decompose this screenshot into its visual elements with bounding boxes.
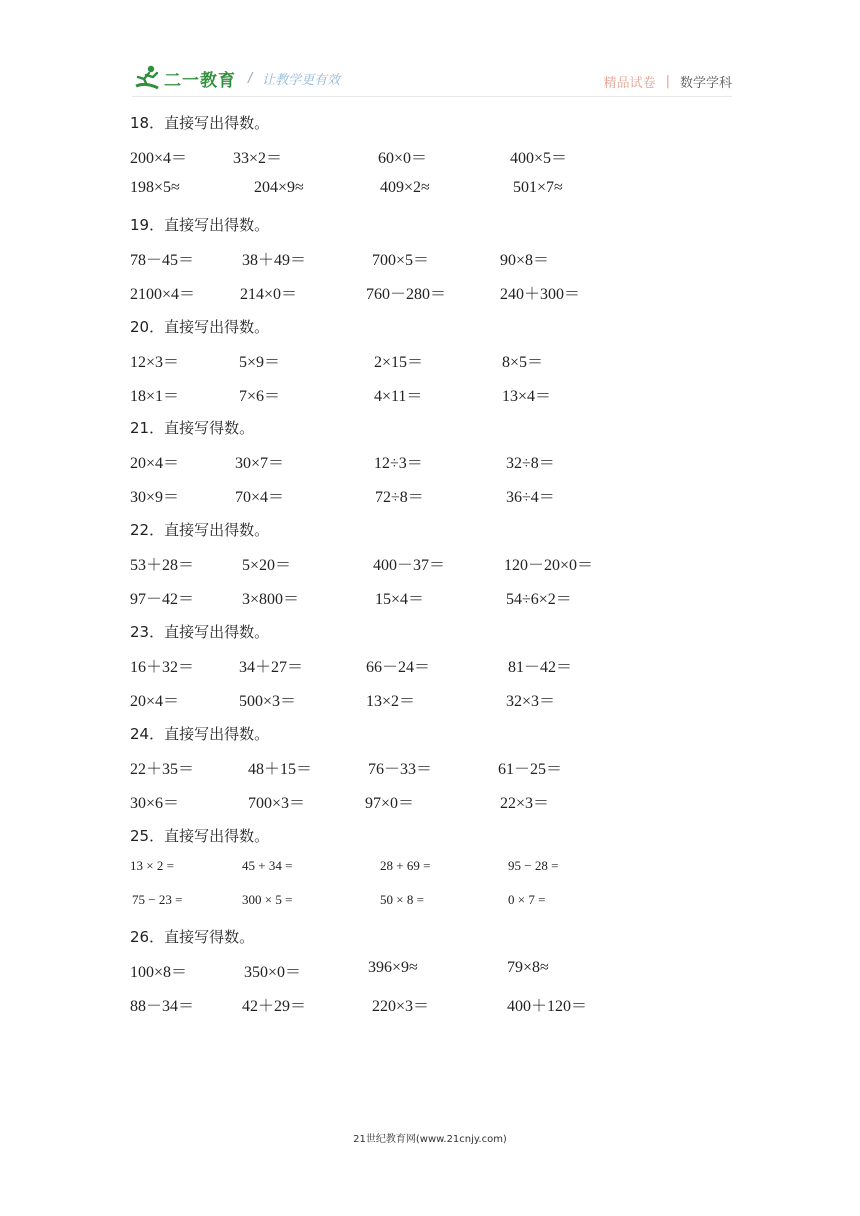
equation-row [130, 586, 830, 608]
question-block [130, 112, 568, 196]
equation: 2×15＝ [374, 353, 424, 371]
equation: 72÷8＝ [375, 489, 424, 507]
equation: 70×4＝ [235, 489, 285, 507]
equation: 78－45＝ [130, 251, 195, 269]
equation: 409×2≈ [380, 179, 430, 196]
equation: 13×2＝ [366, 693, 416, 710]
equation: 700×3＝ [248, 794, 306, 812]
slogan-separator: / [248, 69, 253, 87]
equation: 32÷8＝ [506, 455, 555, 473]
equation-row [130, 450, 830, 472]
question-title: 24．直接写出得数。 [130, 724, 270, 743]
equation: 28 + 69 = [380, 857, 431, 873]
equation: 16＋32＝ [130, 659, 195, 676]
equation: 240＋300＝ [500, 285, 581, 303]
header-divider: | [665, 74, 670, 89]
equation: 100×8＝ [130, 964, 188, 982]
equation: 20×4＝ [130, 455, 180, 473]
page-header [0, 0, 860, 100]
equation: 32×3＝ [506, 693, 556, 710]
equation-row [130, 484, 830, 506]
slogan: 让教学更有效 [262, 72, 341, 88]
equation: 4×11＝ [374, 387, 423, 405]
equation-row [130, 654, 830, 676]
equation: 76－33＝ [368, 760, 433, 778]
equation: 12÷3＝ [374, 455, 423, 473]
header-right [604, 72, 732, 91]
equation: 95 − 28 = [508, 857, 559, 873]
equation: 5×9＝ [239, 353, 281, 371]
equation-row [130, 688, 830, 710]
equation: 66－24＝ [366, 659, 431, 676]
equation: 53＋28＝ [130, 557, 195, 575]
equation: 204×9≈ [254, 179, 304, 196]
question-title: 21．直接写得数。 [130, 419, 255, 438]
equation: 54÷6×2＝ [506, 591, 572, 609]
page-footer: 21世纪教育网(www.21cnjy.com) [353, 1134, 507, 1145]
equation: 400×5＝ [510, 150, 568, 167]
equation: 60×0＝ [378, 150, 428, 167]
equation: 400－37＝ [373, 557, 446, 575]
logo-text: 二一教育 [164, 70, 236, 91]
equation: 38＋49＝ [242, 251, 307, 269]
equation: 0 × 7 = [508, 891, 546, 907]
question-title: 18．直接写出得数。 [130, 114, 270, 132]
equation-row [130, 959, 830, 981]
equation: 760－280＝ [366, 285, 447, 303]
question-block [130, 723, 563, 812]
equation: 48＋15＝ [248, 760, 313, 778]
equation: 75 − 23 = [132, 891, 183, 907]
question-title: 26．直接写得数。 [130, 928, 255, 947]
equation: 220×3＝ [372, 998, 430, 1016]
question-title: 19．直接写出得数。 [130, 215, 270, 234]
equation: 97×0＝ [365, 794, 415, 812]
question-block [130, 417, 555, 507]
equation: 36÷4＝ [506, 489, 555, 507]
equation: 15×4＝ [375, 591, 425, 609]
question-block [130, 621, 573, 710]
runner-logo-icon [132, 64, 162, 92]
equation: 45 + 34 = [242, 857, 293, 873]
equation-row [130, 145, 830, 167]
equation: 200×4＝ [130, 150, 188, 167]
equation: 13×4＝ [502, 387, 552, 405]
header-subject: 数学学科 [679, 76, 732, 91]
equation: 198×5≈ [130, 179, 180, 196]
equation: 18×1＝ [130, 387, 180, 405]
equation: 300 × 5 = [242, 891, 293, 907]
equation-row [130, 179, 830, 201]
equation-row [130, 247, 830, 269]
equation: 2100×4＝ [130, 285, 196, 303]
equation: 81－42＝ [508, 659, 573, 676]
equation-row [130, 892, 830, 914]
equation-row [130, 858, 830, 880]
equation: 214×0＝ [240, 285, 298, 303]
header-label: 精品试卷 [603, 76, 656, 91]
equation: 700×5＝ [372, 251, 430, 269]
equation: 3×800＝ [242, 591, 300, 609]
equation: 350×0＝ [244, 964, 302, 982]
equation: 120－20×0＝ [504, 557, 594, 575]
equation: 400＋120＝ [507, 998, 588, 1016]
equation: 30×6＝ [130, 794, 180, 812]
question-title: 22．直接写出得数。 [130, 521, 270, 540]
equation: 50 × 8 = [380, 891, 424, 907]
question-title: 23．直接写出得数。 [130, 623, 270, 641]
equation: 30×7＝ [235, 455, 285, 473]
equation: 5×20＝ [242, 557, 292, 575]
question-block [130, 316, 552, 405]
equation: 90×8＝ [500, 251, 550, 269]
question-title: 20．直接写出得数。 [130, 317, 270, 336]
logo [132, 64, 340, 92]
equation-row [130, 281, 830, 303]
equation-row [130, 756, 830, 778]
question-block [130, 926, 588, 1016]
equation: 22×3＝ [500, 794, 550, 812]
equation: 13 × 2 = [130, 857, 174, 873]
equation-row [130, 993, 830, 1015]
equation: 7×6＝ [239, 387, 281, 405]
equation: 79×8≈ [507, 959, 549, 977]
equation: 22＋35＝ [130, 760, 195, 778]
equation: 61－25＝ [498, 760, 563, 778]
question-block [130, 519, 594, 609]
question-title: 25．直接写出得数。 [130, 826, 270, 845]
equation: 42＋29＝ [242, 998, 307, 1016]
equation: 97－42＝ [130, 591, 195, 609]
equation: 8×5＝ [502, 353, 544, 371]
equation: 12×3＝ [130, 353, 180, 371]
equation: 500×3＝ [239, 693, 297, 710]
equation-row [130, 383, 830, 405]
equation-row [130, 552, 830, 574]
header-rule [132, 96, 732, 97]
equation: 30×9＝ [130, 489, 180, 507]
equation: 20×4＝ [130, 693, 180, 710]
equation: 396×9≈ [368, 959, 418, 977]
question-block [130, 825, 559, 907]
equation: 33×2＝ [233, 150, 283, 167]
equation-row [130, 790, 830, 812]
equation: 88－34＝ [130, 998, 195, 1016]
equation-row [130, 349, 830, 371]
equation: 501×7≈ [513, 179, 563, 196]
equation: 34＋27＝ [239, 659, 304, 676]
question-block [130, 214, 581, 303]
